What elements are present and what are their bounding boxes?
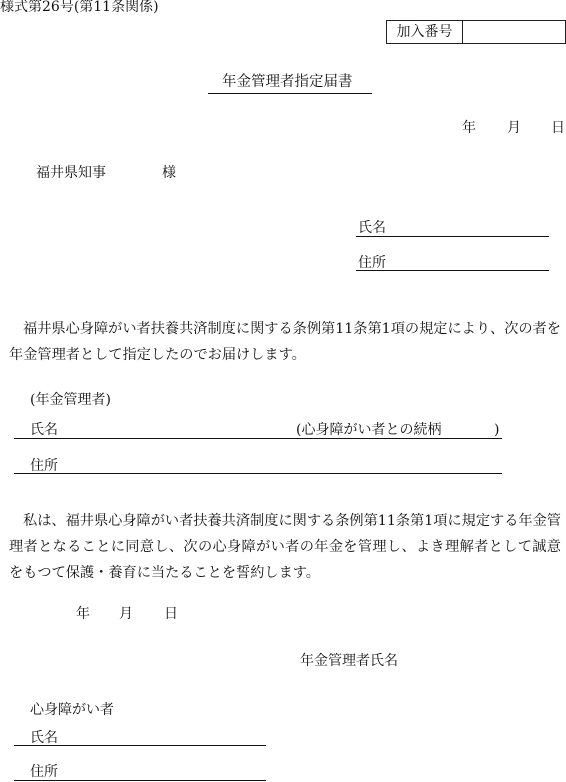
- relation-close-paren: ): [494, 422, 500, 438]
- membership-number-box: [386, 20, 566, 44]
- form-id: 様式第26号(第11条関係): [0, 0, 159, 15]
- pension-manager-name-line[interactable]: [14, 438, 502, 439]
- applicant-name-label: 氏名: [358, 220, 386, 236]
- date-bottom-day: 日: [164, 606, 178, 622]
- disabled-person-name-label: 氏名: [30, 730, 58, 746]
- disabled-person-name-line[interactable]: [14, 745, 266, 746]
- date-bottom-month: 月: [119, 606, 133, 622]
- pension-manager-address-line[interactable]: [14, 473, 502, 474]
- applicant-address-label: 住所: [358, 255, 386, 271]
- addressee-honorific: 様: [162, 165, 176, 181]
- document-title: 年金管理者指定届書: [222, 74, 353, 90]
- pension-manager-address-label: 住所: [30, 458, 58, 474]
- addressee-name: 福井県知事: [36, 165, 106, 181]
- declaration-paragraph-1: 福井県心身障がい者扶養共済制度に関する条例第11条第1項の規定により、次の者を年金管理者として指定したのでお届けします。: [9, 321, 561, 363]
- disabled-person-heading: 心身障がい者: [30, 702, 114, 718]
- applicant-address-line[interactable]: [356, 270, 549, 271]
- title-underline: [208, 93, 372, 94]
- date-top-month: 月: [507, 120, 521, 136]
- pension-manager-name-label: 氏名: [30, 422, 58, 438]
- date-top-day: 日: [551, 120, 565, 136]
- pledge-paragraph: 私は、福井県心身障がい者扶養共済制度に関する条例第11条第1項に規定する年金管理者となることに同意し、次の心身障がい者の年金を管理し、よき理解者として誠意をもつて保護・養育に当たることを誓約します。: [9, 513, 561, 581]
- applicant-name-line[interactable]: [356, 236, 549, 237]
- membership-number-label: 加入番号: [387, 21, 463, 43]
- disabled-person-address-line[interactable]: [14, 780, 266, 781]
- date-top-year: 年: [462, 120, 476, 136]
- membership-number-field[interactable]: [463, 21, 565, 43]
- manager-signature-label: 年金管理者氏名: [300, 653, 398, 669]
- date-bottom-year: 年: [76, 606, 90, 622]
- disabled-person-address-label: 住所: [30, 764, 58, 780]
- pension-manager-heading: (年金管理者): [30, 392, 111, 408]
- relation-label: (心身障がい者との続柄: [296, 422, 442, 438]
